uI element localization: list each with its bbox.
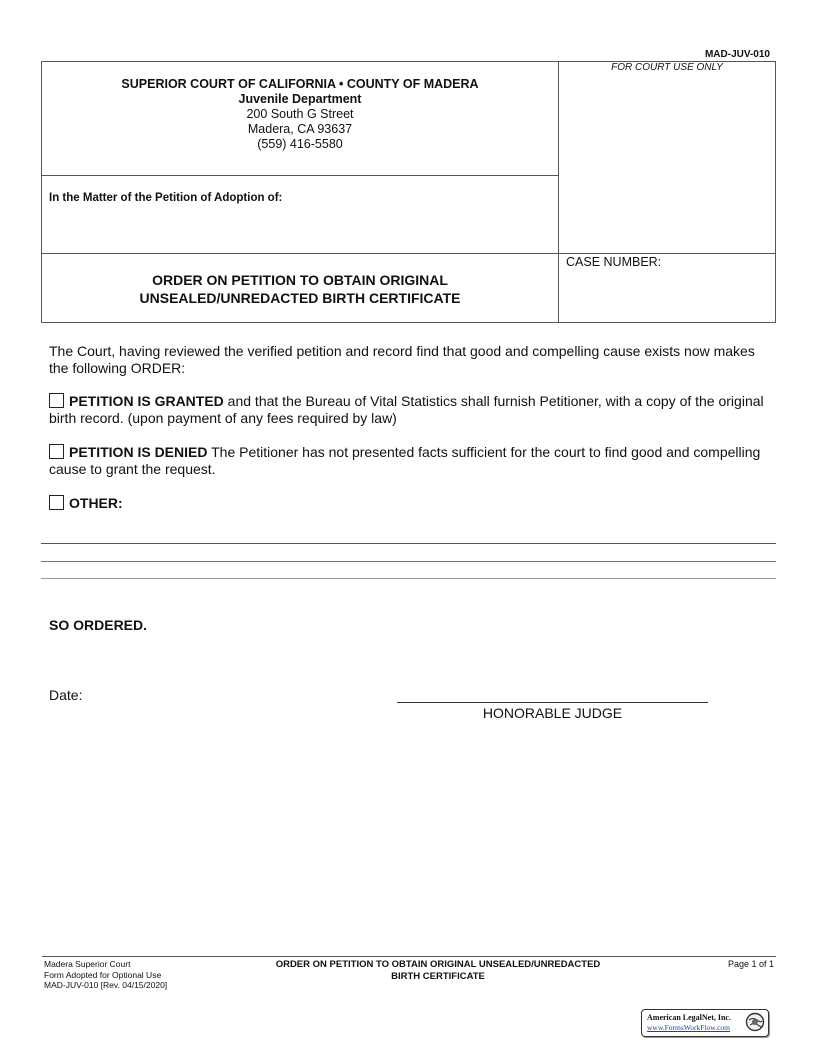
footer-title-line1: ORDER ON PETITION TO OBTAIN ORIGINAL UNSEALED/UNREDACTED — [275, 959, 601, 970]
other-label: OTHER: — [69, 495, 123, 511]
so-ordered: SO ORDERED. — [49, 617, 148, 633]
logo-url[interactable]: www.FormsWorkFlow.com — [647, 1023, 731, 1032]
other-line-3[interactable] — [41, 578, 776, 579]
denied-text: The Petitioner has not presented facts sufficient for the court to find good and compelling cause to grant the request. — [49, 444, 761, 477]
court-address-block — [42, 77, 558, 152]
judge-label: HONORABLE JUDGE — [482, 705, 623, 721]
denied-checkbox[interactable] — [49, 444, 64, 459]
order-title-line1: ORDER ON PETITION TO OBTAIN ORIGINAL — [152, 272, 448, 288]
form-id: MAD-JUV-010 — [704, 49, 770, 60]
order-title — [42, 271, 558, 307]
other-line-1[interactable] — [41, 543, 776, 544]
legalnet-logo[interactable] — [641, 1009, 769, 1037]
denied-option — [49, 444, 769, 478]
court-use-label: FOR COURT USE ONLY — [611, 62, 723, 73]
footer-left — [44, 959, 167, 991]
footer-court: Madera Superior Court — [44, 959, 131, 969]
case-number-label: CASE NUMBER: — [566, 255, 662, 269]
other-line-2[interactable] — [41, 561, 776, 562]
judge-signature-line[interactable] — [397, 702, 708, 703]
intro-paragraph: The Court, having reviewed the verified petition and record find that good and compelling cause exists now makes the following ORDER: — [49, 343, 755, 376]
granted-option — [49, 393, 769, 427]
granted-text: and that the Bureau of Vital Statistics shall furnish Petitioner, with a copy of the original birth record. (upon payment of any fees required by law) — [49, 393, 764, 426]
court-city: Madera, CA 93637 — [247, 122, 353, 136]
granted-label: PETITION IS GRANTED — [69, 393, 224, 409]
globe-icon — [745, 1012, 765, 1032]
court-phone: (559) 416-5580 — [257, 137, 343, 151]
date-label: Date: — [49, 687, 83, 703]
page-number: Page 1 of 1 — [727, 959, 774, 969]
other-option — [49, 495, 769, 512]
footer-title — [240, 959, 636, 983]
footer-rule — [42, 956, 776, 957]
court-street: 200 South G Street — [246, 107, 354, 121]
granted-checkbox[interactable] — [49, 393, 64, 408]
denied-label: PETITION IS DENIED — [69, 444, 208, 460]
other-checkbox[interactable] — [49, 495, 64, 510]
department: Juvenile Department — [238, 92, 362, 106]
footer-title-line2: BIRTH CERTIFICATE — [391, 971, 485, 982]
footer-revision: MAD-JUV-010 [Rev. 04/15/2020] — [44, 980, 168, 990]
footer-adopted: Form Adopted for Optional Use — [44, 969, 162, 980]
logo-company: American LegalNet, Inc. — [647, 1013, 731, 1022]
matter-label: In the Matter of the Petition of Adoption of: — [49, 192, 283, 204]
order-title-line2: UNSEALED/UNREDACTED BIRTH CERTIFICATE — [139, 290, 461, 306]
court-name: SUPERIOR COURT OF CALIFORNIA • COUNTY OF MADERA — [121, 77, 479, 91]
